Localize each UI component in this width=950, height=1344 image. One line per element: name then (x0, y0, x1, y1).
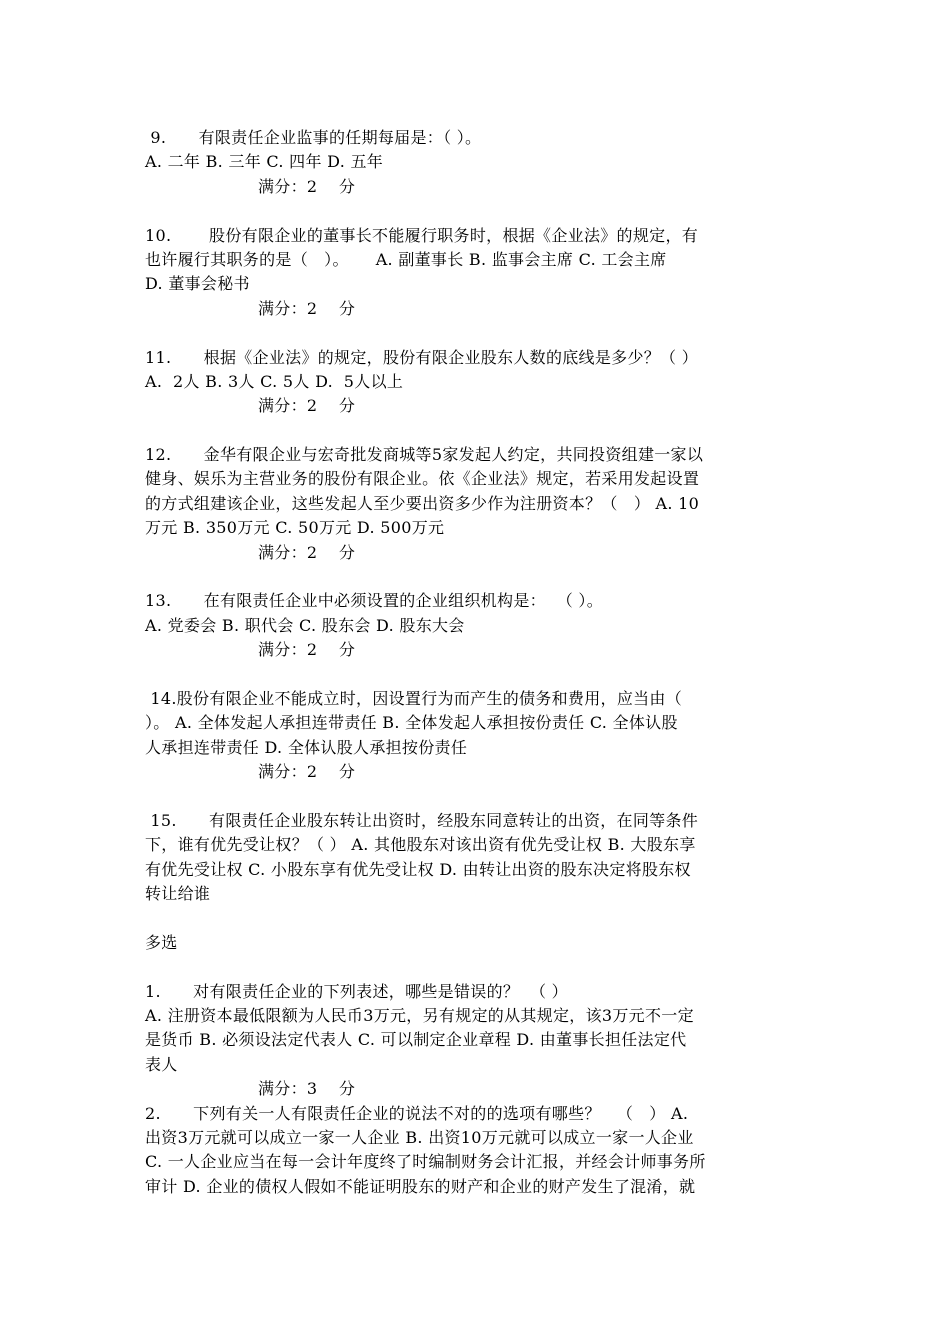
question-text: 11. 根据《企业法》的规定，股份有限企业股东人数的底线是多少？（ ） (145, 347, 699, 367)
question-score: 满分：2 分 (258, 298, 356, 318)
question-text: 健身、娱乐为主营业务的股份有限企业。依《企业法》规定，若采用发起设置 (145, 469, 700, 489)
question-score: 满分：2 分 (258, 762, 356, 782)
question-score: 满分：2 分 (258, 396, 356, 416)
question-text: 也许履行其职务的是（ ）。 A. 副董事长 B. 监事会主席 C. 工会主席 (145, 249, 667, 269)
question-block (145, 809, 810, 907)
question-options: 审计 D. 企业的债权人假如不能证明股东的财产和企业的财产发生了混淆，就 (145, 1176, 696, 1196)
question-options: 是货币 B. 必须设法定代表人 C. 可以制定企业章程 D. 由董事长担任法定代 (145, 1030, 687, 1050)
question-text: 10. 股份有限企业的董事长不能履行职务时，根据《企业法》的规定，有 (145, 225, 699, 245)
question-options: 人承担连带责任 D. 全体认股人承担按份责任 (145, 737, 468, 757)
question-options: 万元 B. 350万元 C. 50万元 D. 500万元 (145, 518, 445, 538)
question-text: 12. 金华有限企业与宏奇批发商城等5家发起人约定，共同投资组建一家以 (145, 445, 704, 465)
question-text: 有优先受让权 C. 小股东享有优先受让权 D. 由转让出资的股东决定将股东权 (145, 859, 691, 879)
question-score: 满分：3 分 (258, 1079, 356, 1099)
question-options: C. 一人企业应当在每一会计年度终了时编制财务会计汇报，并经会计师事务所 (145, 1152, 706, 1172)
question-text: 2. 下列有关一人有限责任企业的说法不对的的选项有哪些？ （ ） A. (145, 1103, 689, 1123)
document-body (145, 126, 810, 1199)
question-text: ）。 A. 全体发起人承担连带责任 B. 全体发起人承担按份责任 C. 全体认股 (145, 713, 678, 733)
question-options: A. 注册资本最低限额为人民币3万元，另有规定的从其规定，该3万元不一定 (145, 1006, 694, 1026)
section-title: 多选 (145, 932, 178, 952)
question-block (145, 224, 810, 322)
question-score: 满分：2 分 (258, 542, 356, 562)
question-block (145, 589, 810, 662)
question-score: 满分：2 分 (258, 176, 356, 196)
question-options: A. 2人 B. 3人 C. 5人 D. 5人以上 (145, 371, 404, 391)
question-options: A. 党委会 B. 职代会 C. 股东会 D. 股东大会 (145, 615, 465, 635)
question-block (145, 443, 810, 565)
question-options: A. 二年 B. 三年 C. 四年 D. 五年 (145, 152, 384, 172)
question-options: D. 董事会秘书 (145, 274, 250, 294)
question-block (145, 346, 810, 419)
question-text: 15. 有限责任企业股东转让出资时，经股东同意转让的出资，在同等条件 (145, 810, 699, 830)
question-options: 出资3万元就可以成立一家一人企业 B. 出资10万元就可以成立一家一人企业 (145, 1128, 694, 1148)
question-block (145, 687, 810, 785)
question-text: 13. 在有限责任企业中必须设置的企业组织机构是： （ ）。 (145, 591, 604, 611)
question-score: 满分：2 分 (258, 640, 356, 660)
question-text: 1. 对有限责任企业的下列表述，哪些是错误的？ （ ） (145, 981, 568, 1001)
question-text: 14.股份有限企业不能成立时，因设置行为而产生的债务和费用，应当由（ (145, 688, 683, 708)
question-text: 转让给谁 (145, 884, 211, 904)
question-block (145, 1102, 810, 1200)
question-block (145, 126, 810, 199)
question-text: 下，谁有优先受让权？（ ） A. 其他股东对该出资有优先受让权 B. 大股东享 (145, 835, 696, 855)
question-block (145, 980, 810, 1102)
question-options: 表人 (145, 1054, 178, 1074)
question-text: 的方式组建该企业，这些发起人至少要出资多少作为注册资本？（ ） A. 10 (145, 493, 700, 513)
question-text: 9. 有限责任企业监事的任期每届是：（ ）。 (145, 128, 482, 147)
